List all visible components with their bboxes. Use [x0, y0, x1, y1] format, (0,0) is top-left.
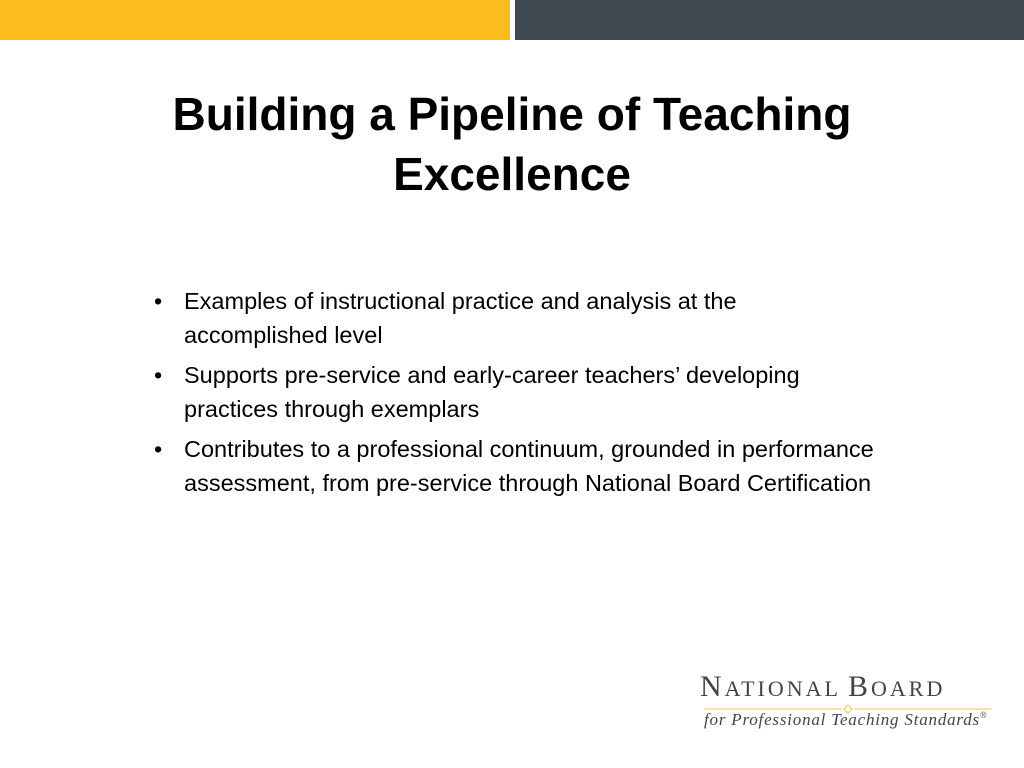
bullet-item: [154, 358, 874, 426]
top-bar-gold: [0, 0, 510, 40]
slide-title: Building a Pipeline of Teaching Excellence: [172, 88, 852, 200]
logo-tagline-text: for Professional Teaching Standards: [704, 710, 980, 729]
bullet-icon: •: [154, 436, 163, 462]
bullet-list: [154, 284, 874, 506]
bullet-icon: •: [154, 288, 163, 314]
top-bar-slate: [515, 0, 1024, 40]
logo-initial-n: N: [700, 670, 725, 703]
logo-tagline: [704, 710, 988, 730]
logo-initial-b: B: [848, 670, 872, 703]
registered-mark: ®: [979, 710, 988, 720]
national-board-logo: [700, 670, 1000, 734]
bullet-icon: •: [154, 362, 163, 388]
bullet-text: Contributes to a professional continuum, grounded in performance assessment, from pre-service through National Board Certification: [184, 436, 874, 496]
bullet-item: [154, 432, 874, 500]
bullet-text: Supports pre-service and early-career teachers’ developing practices through exemplars: [184, 362, 800, 422]
logo-word-ational: ATIONAL: [724, 676, 841, 701]
logo-word-oard: OARD: [871, 676, 946, 701]
bullet-item: [154, 284, 874, 352]
logo-wordmark: [700, 670, 945, 704]
bullet-text: Examples of instructional practice and analysis at the accomplished level: [184, 288, 737, 348]
